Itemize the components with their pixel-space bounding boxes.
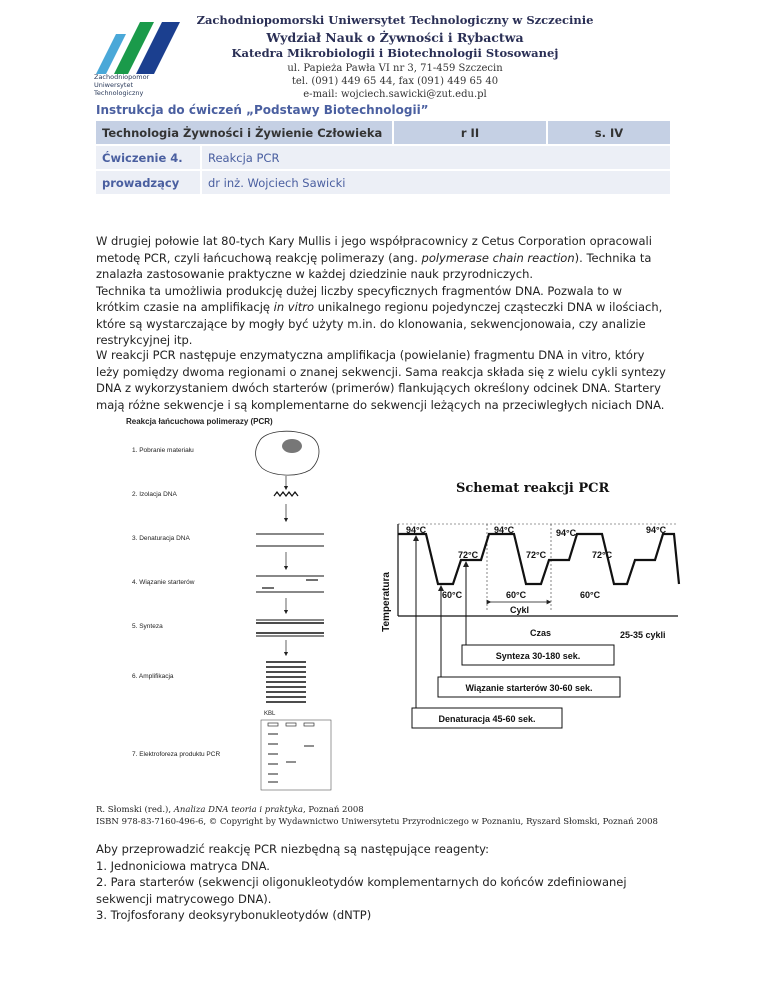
email-line: e-mail: wojciech.sawicki@zut.edu.pl	[303, 89, 487, 100]
document-title: Instrukcja do ćwiczeń „Podstawy Biotechnologii”	[96, 103, 429, 117]
figure-citation: R. Słomski (red.), Analiza DNA teoria i praktyka, Poznań 2008 ISBN 978-83-7160-496-6, © Copyright by Wydawnictwo Uniwersytetu Przyrodniczego w Poznaniu, Ryszard Słomski, Poznań 2008	[96, 805, 658, 827]
temp-label-2: 94°C	[494, 525, 515, 535]
university-name: Zachodniopomorski Uniwersytet Technologiczny w Szczecinie	[196, 13, 594, 27]
phone-line: tel. (091) 449 65 44, fax (091) 449 65 40	[291, 76, 499, 87]
course-row	[96, 121, 670, 145]
university-logo	[96, 18, 180, 74]
schema-title: Schemat reakcji PCR	[456, 481, 610, 496]
step-2: 2. Izolacja DNA	[132, 491, 177, 498]
temp-label-10: 60°C	[580, 590, 601, 600]
course-name: Technologia Żywności i Żywienie Człowieka	[96, 121, 393, 145]
box-denaturation-text: Denaturacja 45-60 sek.	[438, 714, 536, 724]
x-axis-label: Czas	[530, 628, 552, 638]
exercise-label: Ćwiczenie 4.	[96, 145, 201, 170]
lecturer-value: dr inż. Wojciech Sawicki	[201, 170, 670, 195]
step-7: 7. Elektroforeza produktu PCR	[132, 751, 221, 758]
paragraph-principle: W reakcji PCR następuje enzymatyczna amplifikacja (powielanie) fragmentu DNA in vitro, który leży pomiędzy dwoma regionami o znanej sekwencji. Sama reakcja składa się z wielu cykli syntezy DNA z wykorzystaniem dwóch starterów (primerów) flankujących określony odcinek DNA. Startery mają różne sekwencje i są komplementarne do sekwencji leżących na przeciwległych niciach DNA.	[96, 348, 666, 412]
temp-label-6: 72°C	[526, 550, 547, 560]
temp-label-5: 72°C	[458, 550, 479, 560]
paragraph-reagents: Aby przeprowadzić reakcję PCR niezbędną są następujące reagenty: 1. Jednoniciowa matryca DNA. 2. Para starterów (sekwencji oligonukleotydów komplementarnych do końców zdefiniowanej sekwencji matrycowego DNA). 3. Trojfosforany deoksyrybonukleotydów (dNTP)	[96, 842, 627, 922]
gel	[261, 720, 331, 790]
step-6: 6. Amplifikacja	[132, 673, 174, 680]
step-4: 4. Wiązanie starterów	[132, 579, 195, 586]
exercise-row	[96, 145, 670, 170]
cell-shape	[256, 431, 319, 475]
workflow-title: Reakcja łańcuchowa polimerazy (PCR)	[126, 417, 273, 426]
lecturer-row	[96, 170, 670, 195]
y-axis-label: Temperatura	[381, 572, 392, 632]
step-1: 1. Pobranie materiału	[132, 447, 194, 454]
dna-zigzag	[274, 492, 298, 496]
department-name: Katedra Mikrobiologii i Biotechnologii Stosowanej	[231, 46, 559, 60]
box-synthesis-text: Synteza 30-180 sek.	[495, 651, 581, 661]
year: r II	[393, 121, 547, 145]
step-5: 5. Synteza	[132, 623, 163, 630]
gel-label: KBL	[264, 711, 276, 717]
step-3: 3. Denaturacja DNA	[132, 535, 190, 542]
pcr-figure	[96, 412, 686, 802]
lecturer-label: prowadzący	[96, 170, 201, 195]
temp-label-9: 60°C	[506, 590, 527, 600]
exercise-value: Reakcja PCR	[201, 145, 670, 170]
course-info-table	[96, 121, 670, 196]
amplification-bars	[266, 662, 306, 702]
cycle-label: Cykl	[510, 605, 530, 615]
temp-label-7: 72°C	[592, 550, 613, 560]
paragraph-history: W drugiej połowie lat 80-tych Kary Mullis i jego współpracownicy z Cetus Corporation opracowali metodę PCR, czyli łańcuchową reakcję polimerazy (ang. polymerase chain reaction). Technika ta znalazła zastosowanie praktyczne w każdej dziedzinie nauk przyrodniczych. Technika ta umożliwia produkcję dużej liczby specyficznych fragmentów DNA. Pozwala to w krótkim czasie na amplifikację in vitro unikalnego regionu pojedynczej cząsteczki DNA w ilościach, które są wystarczające by mogły być użyty m.in. do klonowania, sekwencjonowaia, czy analizie restrykcyjnej itp.	[96, 234, 663, 347]
address-line: ul. Papieża Pawła VI nr 3, 71-459 Szczecin	[287, 63, 503, 74]
cycles-note: 25-35 cykli	[620, 630, 666, 640]
temp-label-3: 94°C	[556, 528, 577, 538]
guide-lines	[398, 524, 678, 612]
semester: s. IV	[547, 121, 670, 145]
temp-label-8: 60°C	[442, 590, 463, 600]
temp-label-1: 94°C	[406, 525, 427, 535]
box-annealing-text: Wiązanie starterów 30-60 sek.	[465, 683, 593, 693]
logo-caption: Zachodniopomor Uniwersytet Technologiczny	[94, 73, 150, 97]
faculty-name: Wydział Nauk o Żywności i Rybactwa	[266, 30, 524, 45]
synthesis-strands	[256, 620, 324, 636]
temp-label-4: 94°C	[646, 525, 667, 535]
contact-info	[185, 62, 605, 101]
cell-nucleus	[282, 439, 302, 453]
